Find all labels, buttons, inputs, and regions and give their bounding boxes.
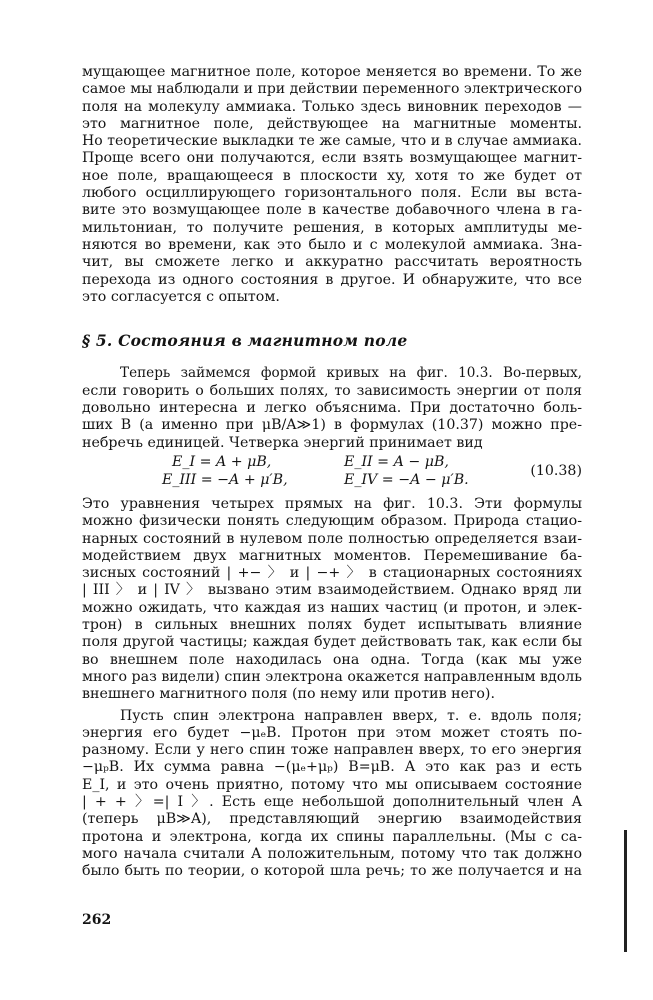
text-line: ное поле, вращающееся в плоскости xy, хотя то же будет от	[82, 167, 582, 184]
text-line: протона и электрона, когда их спины параллельны. (Мы с са-	[82, 828, 582, 845]
paragraph-top	[82, 64, 582, 306]
text-line: мущающее магнитное поле, которое меняется во времени. То же	[82, 64, 582, 80]
text-line: энергия его будет −μₑB. Протон при этом может стоять по-	[82, 724, 582, 741]
text-line: это согласуется с опытом.	[82, 288, 280, 305]
page-number: 262	[82, 912, 112, 928]
text-line: мого начала считали A положительным, потому что так должно	[82, 845, 582, 862]
text-line: трон) в сильных внешних полях будет испытывать влияние	[82, 617, 582, 634]
text-line: поля другой частицы; каждая будет действовать так, как если бы	[82, 634, 582, 651]
text-line: | III 〉 и | IV 〉 вызвано этим взаимодействием. Однако вряд ли	[82, 582, 582, 599]
text-line: небречь единицей. Четверка энергий принимает вид	[82, 434, 483, 451]
text-line: поля на молекулу аммиака. Только здесь виновник переходов —	[82, 98, 582, 115]
text-line: Это уравнения четырех прямых на фиг. 10.3. Эти формулы	[82, 495, 582, 512]
text-line: самое мы наблюдали и при действии переменного электрического	[82, 81, 582, 98]
text-line: разному. Если у него спин тоже направлен вверх, то его энергия	[82, 742, 582, 759]
section-heading: § 5. Состояния в магнитном поле	[82, 331, 408, 351]
paragraph-3	[82, 496, 582, 704]
equation-e2: E_II = A − μB,	[344, 453, 449, 470]
text-line: чит, вы сможете легко и аккуратно рассчитать вероятность	[82, 254, 582, 271]
margin-line	[624, 830, 627, 952]
text-line: во внешнем поле находилась она одна. Тогда (как мы уже	[82, 651, 582, 668]
paragraph-4	[82, 708, 582, 881]
text-line: | + + 〉=| I 〉. Есть еще небольшой дополнительный член A	[82, 793, 582, 810]
equation-e3: E_III = −A + μ′B,	[162, 471, 288, 488]
equation-10-38	[82, 454, 582, 492]
text-line: если говорить о больших полях, то зависимость энергии от поля	[82, 382, 582, 399]
text-line: вите это возмущающее поле в качестве добавочного члена в га-	[82, 202, 582, 219]
text-line: зисных состояний | +− 〉 и | −+ 〉 в стационарных состояниях	[82, 565, 582, 582]
text-line: было быть по теории, о которой шла речь; то же получается и на	[82, 863, 582, 880]
paragraph-2	[82, 365, 582, 451]
text-line: можно физически понять следующим образом. Природа стацио-	[82, 513, 582, 530]
text-line: мильтониан, то получите решения, в которых амплитуды ме-	[82, 219, 582, 236]
text-line: Теперь займемся формой кривых на фиг. 10.3. Во-первых,	[120, 365, 582, 382]
text-line: нарных состояний в нулевом поле полностью определяется взаи-	[82, 530, 582, 547]
text-line: Но теоретические выкладки те же самые, что и в случае аммиака.	[82, 133, 582, 150]
text-line: Пусть спин электрона направлен вверх, т. е. вдоль поля;	[120, 707, 582, 724]
text-line: −μₚB. Их сумма равна −(μₑ+μₚ) B=μB. А это как раз и есть	[82, 759, 582, 776]
text-line: довольно интересна и легко объяснима. При достаточно боль-	[82, 400, 582, 417]
equation-number: (10.38)	[530, 462, 582, 479]
page-body	[82, 64, 582, 880]
text-line: Проще всего они получаются, если взять возмущающее магнит-	[82, 150, 582, 167]
text-line: внешнего магнитного поля (по нему или против него).	[82, 686, 495, 703]
text-line: модействием двух магнитных моментов. Перемешивание ба-	[82, 547, 582, 564]
text-line: перехода из одного состояния в другое. И обнаружите, что все	[82, 271, 582, 288]
text-line: няются во времени, как это было и с молекулой аммиака. Зна-	[82, 236, 582, 253]
text-line: (теперь μB≫A), представляющий энергию взаимодействия	[82, 811, 582, 828]
equation-e1: E_I = A + μB,	[172, 453, 272, 470]
text-line: E_I, и это очень приятно, потому что мы описываем состояние	[82, 776, 582, 793]
text-line: любого осциллирующего горизонтального поля. Если вы вста-	[82, 185, 582, 202]
text-line: много раз видели) спин электрона окажется направленным вдоль	[82, 668, 582, 685]
equation-e4: E_IV = −A − μ′B.	[344, 471, 469, 488]
text-line: это магнитное поле, действующее на магнитные моменты.	[82, 115, 582, 132]
text-line: ших B (а именно при μB/A≫1) в формулах (10.37) можно пре-	[82, 417, 582, 434]
text-line: можно ожидать, что каждая из наших частиц (и протон, и элек-	[82, 599, 582, 616]
